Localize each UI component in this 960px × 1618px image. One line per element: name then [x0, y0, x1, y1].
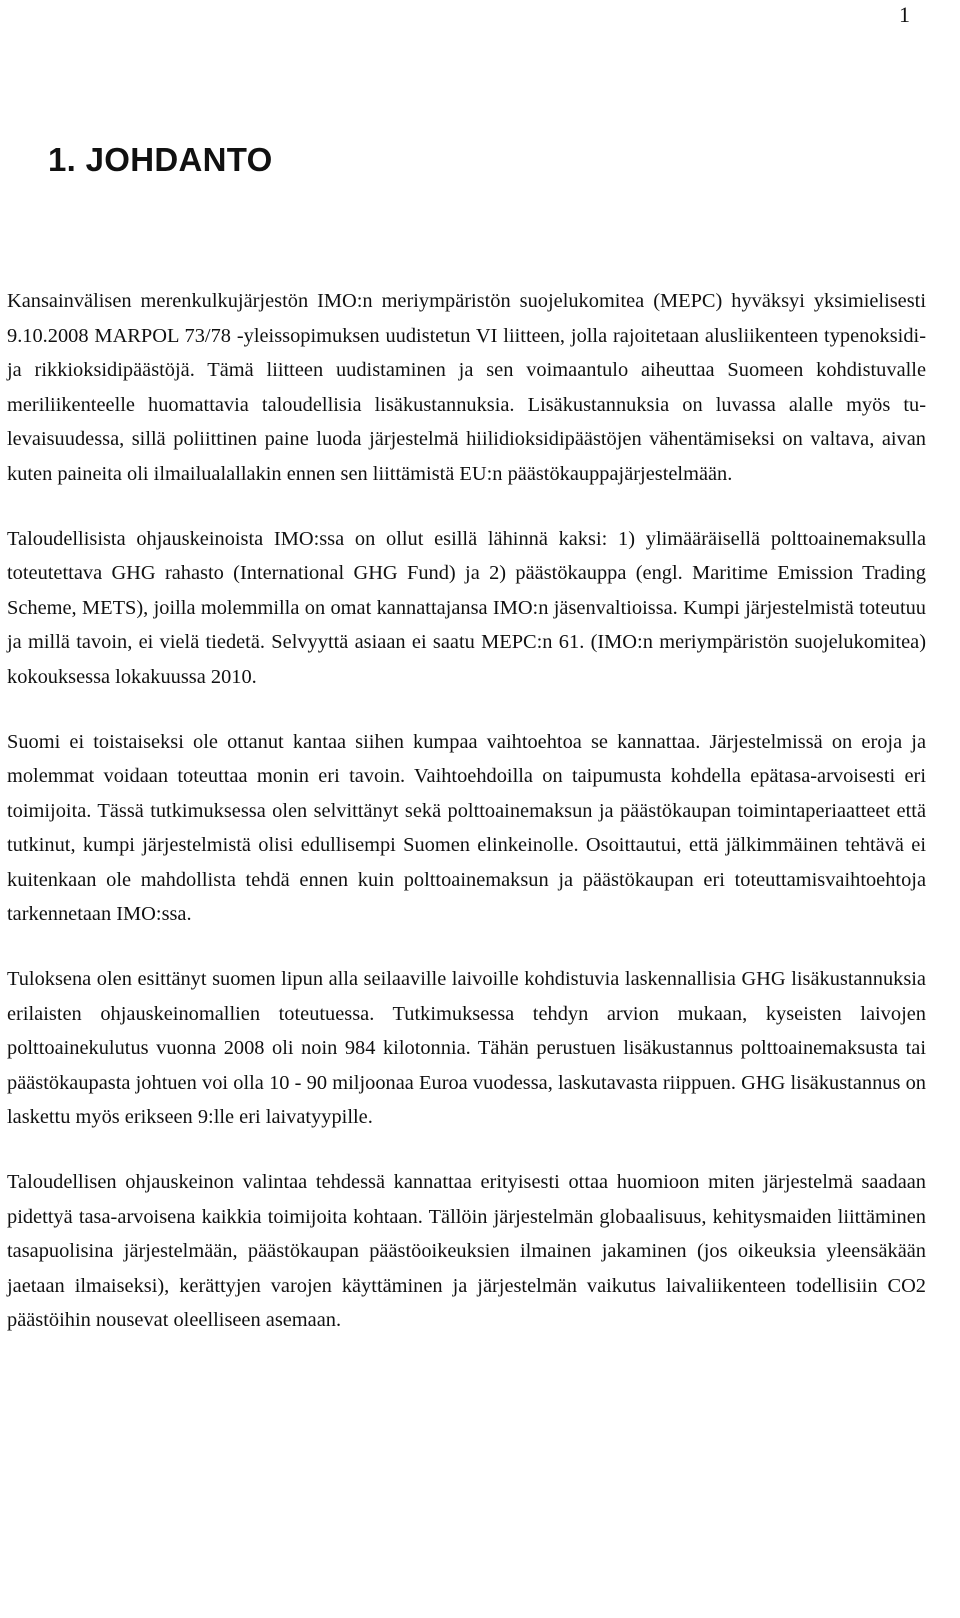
paragraph: Taloudellisista ohjauskeinoista IMO:ssa on ollut esillä lähinnä kaksi: 1) ylimääräisellä polttoainemaksulla toteutettava GHG rahasto (International GHG Fund) ja 2) päästökauppa (engl. Maritime Emission Trading Scheme, METS), joilla molemmilla on omat kannattajansa IMO:n jäsenvaltioissa. Kumpi järjestelmistä toteutuu ja millä tavoin, ei vielä tiedetä. Selvyyttä asiaan ei saatu MEPC:n 61. (IMO:n meriympäristön suojelukomitea) kokouksessa lokakuussa 2010. [7, 527, 926, 688]
page-number: 1 [899, 2, 910, 27]
chapter-title: 1. JOHDANTO [48, 141, 273, 178]
paragraph: Suomi ei toistaiseksi ole ottanut kantaa siihen kumpaa vaihtoehtoa se kannattaa. Järjestelmissä on eroja ja molemmat voidaan toteuttaa monin eri tavoin. Vaihtoehdoilla on taipumusta kohdella epätasa-arvoisesti eri toimijoita. Tässä tutkimuksessa olen selvittänyt sekä polttoainemaksun ja päästökaupan toimintaperiaatteet että tutkinut, kumpi järjestelmistä olisi edullisempi Suomen elinkeinolle. Osoittautui, että jälkimmäinen tehtävä ei kuitenkaan ole mahdollista tehdä ennen kuin polttoainemaksun ja päästökaupan eri toteuttamisvaihtoehtoja tarkennetaan IMO:ssa. [7, 730, 926, 925]
body-text [7, 284, 926, 1338]
paragraph: Tuloksena olen esittänyt suomen lipun alla seilaaville laivoille kohdistuvia laskennallisia GHG lisäkustannuksia erilaisten ohjauskeinomallien toteutuessa. Tutkimuksessa tehdyn arvion mukaan, kyseisten laivojen polttoainekulutus vuonna 2008 oli noin 984 kilotonnia. Tähän perustuen lisäkustannus polttoainemaksusta tai päästökaupasta johtuen voi olla 10 - 90 miljoonaa Euroa vuodessa, laskutavasta riippuen. GHG lisäkustannus on laskettu myös erikseen 9:lle eri laivatyypille. [7, 968, 926, 1128]
paragraph: Kansainvälisen merenkulkujärjestön IMO:n meriympäristön suojelukomitea (MEPC) hyväksyi yksimielisesti 9.10.2008 MARPOL 73/78 -yleissopimuksen uudistetun VI liitteen, jolla rajoitetaan alusliikenteen typenoksidi- ja rikkioksidipäästöjä. Tämä liitteen uudistaminen ja sen voimaantulo aiheuttaa Suomeen kohdistuvalle meriliikenteelle huomattavia taloudellisia lisäkustannuksia. Lisäkustannuksia on luvassa alalle myös tulevaisuudessa, sillä poliittinen paine luoda järjestelmä hiilidioksidipäästöjen vähentämiseksi on valtava, aivan kuten paineita oli ilmailualallakin ennen sen liittämistä EU:n päästökauppajärjestelmään. [7, 290, 926, 485]
paragraph: Taloudellisen ohjauskeinon valintaa tehdessä kannattaa erityisesti ottaa huomioon miten järjestelmä saadaan pidettyä tasa-arvoisena kaikkia toimijoita kohtaan. Tällöin järjestelmän globaalisuus, kehitysmaiden liittäminen tasapuolisina järjestelmään, päästökaupan päästöoikeuksien ilmainen jakaminen (jos oikeuksia yleensäkään jaetaan ilmaiseksi), kerättyjen varojen käyttäminen ja järjestelmän vaikutus laivaliikenteen todellisiin CO2 päästöihin nousevat oleelliseen asemaan. [7, 1171, 926, 1331]
